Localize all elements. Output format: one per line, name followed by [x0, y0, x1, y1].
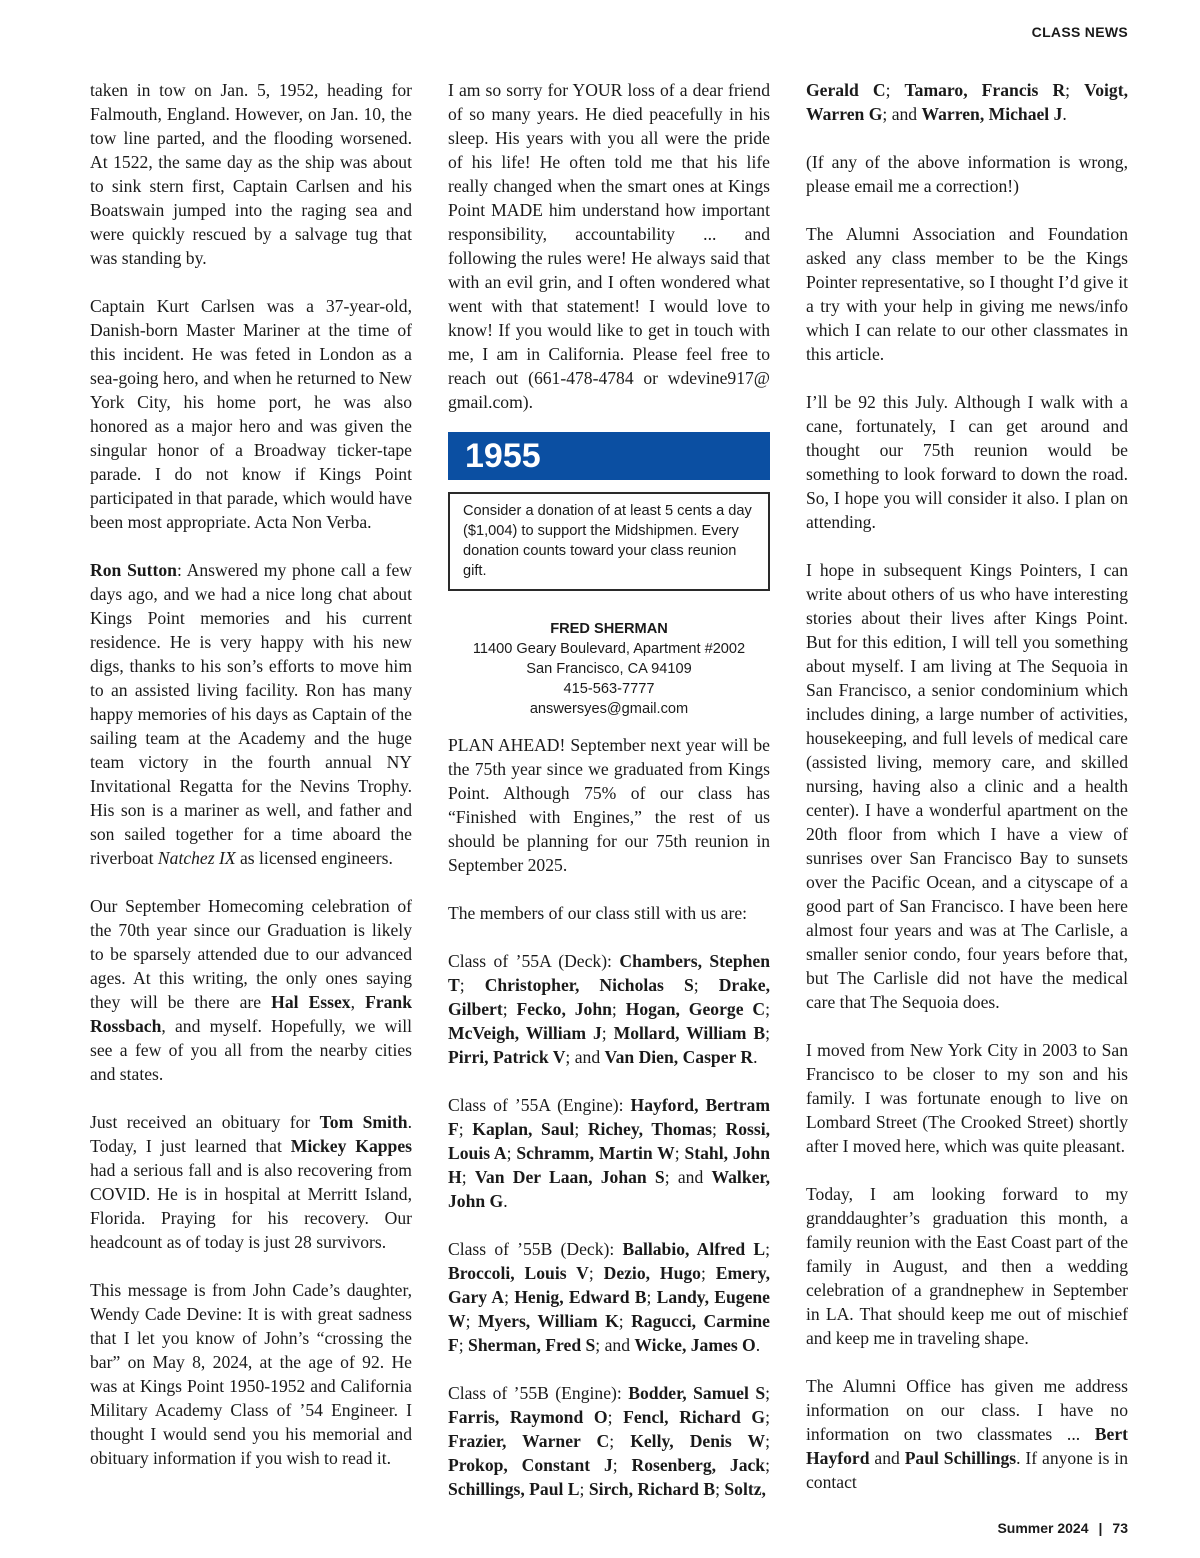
member-name: Sherman, Fred S [468, 1335, 596, 1355]
member-name: Ragucci, Carmine F [448, 1311, 770, 1355]
member-name: Rossi, Louis A [448, 1119, 771, 1163]
roster-label: Class of ’55A (Engine): [448, 1095, 631, 1115]
page-footer [997, 1520, 1128, 1536]
member-name: Fencl, Richard G [623, 1407, 766, 1427]
person-name: Hal Essex [271, 992, 351, 1012]
paragraph-family-events: Today, I am looking forward to my granddaughter’s graduation this month, a family reunion with the East Coast part of the family in August, and then a wedding celebration of a grandnephew in September in LA. That should keep me out of mischief and keep me in traveling shape. [806, 1184, 1128, 1348]
member-name: Christopher, Nicholas S [484, 975, 694, 995]
member-name: Farris, Raymond O [448, 1407, 608, 1427]
roster-label: Class of ’55B (Engine): [448, 1383, 629, 1403]
member-name: Hayford, Bertram F [448, 1095, 770, 1139]
text-run: , [350, 992, 366, 1012]
issue-label: Summer 2024 [997, 1520, 1089, 1536]
column-3 [806, 78, 1128, 1494]
member-name: Bodder, Samuel S [628, 1383, 766, 1403]
member-name: Walker, John G [448, 1167, 771, 1211]
text-run: and [869, 1448, 905, 1468]
roster-label: Class of ’55B (Deck): [448, 1239, 623, 1259]
text-run: The Alumni Office has given me address information on our class. I have no information on two classmates ... [806, 1376, 1128, 1444]
person-name: Mickey Kappes [290, 1136, 412, 1156]
paragraph-cade-message: This message is from John Cade’s daughter, Wendy Cade Devine: It is with great sadness that I let you know of John’s “crossing the bar” on May 8, 2024, at the age of 92. He was at Kings Point 1950-1952 and California Military Academy Class of ’54 Engineer. I thought I would send you his memorial and obituary information if you wish to read it. [90, 1280, 412, 1468]
member-name: Soltz, [724, 1479, 766, 1499]
person-name: Frank Rossbach [90, 992, 412, 1036]
member-name: Drake, Gilbert [448, 975, 770, 1019]
member-name: Broccoli, Louis V [448, 1263, 589, 1283]
member-name: Pirri, Patrick V [448, 1047, 566, 1067]
text-run: . If anyone is in contact [806, 1448, 1128, 1492]
member-name: Myers, William K [477, 1311, 619, 1331]
paragraph-plan-ahead: PLAN AHEAD! September next year will be the 75th year since we graduated from Kings Point. Although 75% of our class has “Finished with Engines,” the rest of us should be planning for our 75th reunion in September 2025. [448, 735, 770, 875]
member-name: Voigt, Warren G [806, 80, 1128, 124]
member-name: Emery, Gary A [448, 1263, 770, 1307]
roster-55a-engine: Class of ’55A (Engine): Hayford, Bertram F; Kaplan, Saul; Richey, Thomas; Rossi, Louis A; Schramm, Martin W; Stahl, John H; Van Der Laan, Johan S; and Walker, John G. [448, 1095, 771, 1211]
paragraph-moved: I moved from New York City in 2003 to San Francisco to be closer to my son and his family. I was fortunate enough to live on Lombard Street (The Crooked Street) shortly after I moved here, which was quite pleasant. [806, 1040, 1128, 1156]
paragraph-obituary [90, 1110, 412, 1254]
paragraph-alumni-office [806, 1374, 1128, 1494]
text-run: , and myself. Hopefully, we will see a few of you all from the nearby cities and states. [90, 1016, 412, 1084]
member-name: McVeigh, William J [448, 1023, 602, 1043]
paragraph-ron-sutton [90, 558, 412, 870]
vessel-name: Natchez IX [157, 848, 236, 868]
member-name: Mollard, William B [613, 1023, 766, 1043]
roster-label: Class of ’55A (Deck): [448, 951, 620, 971]
member-name: Tamaro, Francis R [904, 80, 1066, 100]
member-name: Frazier, Warner C [448, 1431, 610, 1451]
member-name: Schramm, Martin W [516, 1143, 675, 1163]
member-name: Chambers, Stephen T [448, 951, 770, 995]
roster-55a-deck: Class of ’55A (Deck): Chambers, Stephen T; Christopher, Nicholas S; Drake, Gilbert; Fecko, John; Hogan, George C; McVeigh, William J; Mollard, William B; Pirri, Patrick V; and Van Dien, Casper R. [448, 951, 770, 1067]
member-name: Richey, Thomas [587, 1119, 712, 1139]
person-name: Bert Hayford [806, 1424, 1128, 1468]
member-name: Warren, Michael J [921, 104, 1063, 124]
text-run: had a serious fall and is also recovering from COVID. He is in hospital at Merritt Island, Florida. Praying for his recovery. Our headcount as of today is just 28 survivors. [90, 1160, 412, 1252]
member-name: Henig, Edward B [514, 1287, 647, 1307]
paragraph-homecoming [90, 894, 412, 1086]
footer-separator: | [1098, 1520, 1103, 1536]
text-run: as licensed engineers. [235, 848, 393, 868]
correspondent-email[interactable]: answersyes@gmail.com [529, 701, 689, 717]
member-name: Van Der Laan, Johan S [474, 1167, 665, 1187]
paragraph-sequoia: I hope in subsequent Kings Pointers, I can write about others of us who have interesting stories about their lives after Kings Point. But for this edition, I will tell you something about myself. I am living at The Sequoia in San Francisco, a senior condominium which includes dining, a large number of activities, housekeeping, and full levels of medical care (assisted living, memory care, and skilled nursing, having also a clinic and a health center). I have a wonderful apartment on the 20th floor from which I have a view of sunrises over San Francisco Bay to sunsets over the Pacific Ocean, and a cityscape of a good part of San Francisco. I have been here almost four years and was at The Carlisle, a smaller senior condo, four years before that, but The Carlisle did not have the medical care that The Sequoia does. [806, 560, 1128, 1012]
member-name: Sirch, Richard B [588, 1479, 716, 1499]
correspondent-phone: 415-563-7777 [563, 681, 655, 697]
person-name: Ron Sutton [90, 560, 177, 580]
class-correspondent-contact [448, 619, 770, 719]
column-2 [448, 78, 770, 1501]
correspondent-name: FRED SHERMAN [550, 621, 668, 637]
roster-55b-engine: Class of ’55B (Engine): Bodder, Samuel S; Farris, Raymond O; Fencl, Richard G; Frazier, Warner C; Kelly, Denis W; Prokop, Constant J; Rosenberg, Jack; Schillings, Paul L; Sirch, Richard B; Soltz, [448, 1383, 770, 1499]
paragraph-corrections: (If any of the above information is wrong, please email me a correction!) [806, 152, 1128, 196]
paragraph-representative: The Alumni Association and Foundation asked any class member to be the Kings Pointer representative, so I thought I’d give it a try with your help in giving me news/info which I can relate to our other classmates in this article. [806, 224, 1128, 364]
correspondent-address: 11400 Geary Boulevard, Apartment #2002 [472, 641, 746, 657]
member-name: Kaplan, Saul [472, 1119, 575, 1139]
page-number: 73 [1112, 1520, 1128, 1536]
member-name: Landy, Eugene W [448, 1287, 770, 1331]
paragraph-tow-line: taken in tow on Jan. 5, 1952, heading for Falmouth, England. However, on Jan. 10, the tow line parted, and the flooding worsened. At 1522, the same day as the ship was about to sink stern first, Captain Carlsen and his Boatswain jumped into the raging sea and were quickly rescued by a salvage tug that was standing by. [90, 80, 412, 268]
text-run: . Today, I just learned that [90, 1112, 412, 1156]
member-name: Wicke, James O [634, 1335, 756, 1355]
section-label: CLASS NEWS [1031, 24, 1128, 40]
roster-55b-deck: Class of ’55B (Deck): Ballabio, Alfred L; Broccoli, Louis V; Dezio, Hugo; Emery, Gary A; Henig, Edward B; Landy, Eugene W; Myers, William K; Ragucci, Carmine F; Sherman, Fred S; and Wicke, James O. [448, 1239, 770, 1355]
member-name: Ballabio, Alfred L [622, 1239, 766, 1259]
member-name: Kelly, Denis W [630, 1431, 766, 1451]
paragraph-devine-letter: I am so sorry for YOUR loss of a dear friend of so many years. He died peacefully in his sleep. His years with you all were the pride of his life! He often told me that his life really changed when the smart ones at Kings Point MADE him understand how important responsibility, accountability ... and following the rules were! He always said that with an evil grin, and I often wondered what went with that statement! I would love to know! If you would like to get in touch with me, I am in California. Please feel free to reach out (661-478-4784 or wdevine917@ gmail.com). [448, 80, 770, 412]
roster-continued: Gerald C; Tamaro, Francis R; Voigt, Warren G; and Warren, Michael J. [806, 80, 1128, 124]
member-name: Stahl, John H [448, 1143, 770, 1187]
member-name: Gerald C [806, 80, 886, 100]
text-run: : Answered my phone call a few days ago, and we had a nice long chat about Kings Point memories and his current residence. He is very happy with his new digs, thanks to his son’s efforts to move him to an assisted living facility. Ron has many happy memories of his days as Captain of the sailing team at the Academy and the huge team victory in the fourth annual NY Invitational Regatta for the Nevins Trophy. His son is a mariner as well, and father and son sailed together for a time aboard the riverboat [90, 560, 412, 868]
class-year-banner: 1955 [448, 432, 770, 480]
column-1 [90, 78, 412, 1470]
member-name: Prokop, Constant J [448, 1455, 613, 1475]
paragraph-carlsen: Captain Kurt Carlsen was a 37-year-old, Danish-born Master Mariner at the time of this incident. He was feted in London as a sea-going hero, and when he returned to New York City, his home port, he was also honored as a major hero and was given the singular honor of a Broadway ticker-tape parade. I do not know if Kings Point participated in that parade, which would have been most appropriate. Acta Non Verba. [90, 296, 412, 532]
member-name: Rosenberg, Jack [631, 1455, 766, 1475]
paragraph-age: I’ll be 92 this July. Although I walk with a cane, fortunately, I can get around and thought our 75th reunion would be something to look forward to down the road. So, I hope you will consider it also. I plan on attending. [806, 392, 1128, 532]
paragraph-members-intro: The members of our class still with us are: [448, 903, 748, 923]
donation-box: Consider a donation of at least 5 cents a day ($1,004) to support the Midshipmen. Every donation counts toward your class reunion gift. [448, 492, 770, 591]
member-name: Schillings, Paul L [448, 1479, 580, 1499]
member-name: Hogan, George C [625, 999, 766, 1019]
member-name: Van Dien, Casper R [604, 1047, 754, 1067]
person-name: Paul Schillings [904, 1448, 1017, 1468]
member-name: Fecko, John [516, 999, 612, 1019]
text-run: Just received an obituary for [90, 1112, 320, 1132]
text-run: Our September Homecoming celebration of the 70th year since our Graduation is likely to be sparsely attended due to our advanced ages. At this writing, the only ones saying they will be there are [90, 896, 412, 1012]
correspondent-city: San Francisco, CA 94109 [526, 661, 692, 677]
member-name: Dezio, Hugo [603, 1263, 701, 1283]
person-name: Tom Smith [319, 1112, 408, 1132]
